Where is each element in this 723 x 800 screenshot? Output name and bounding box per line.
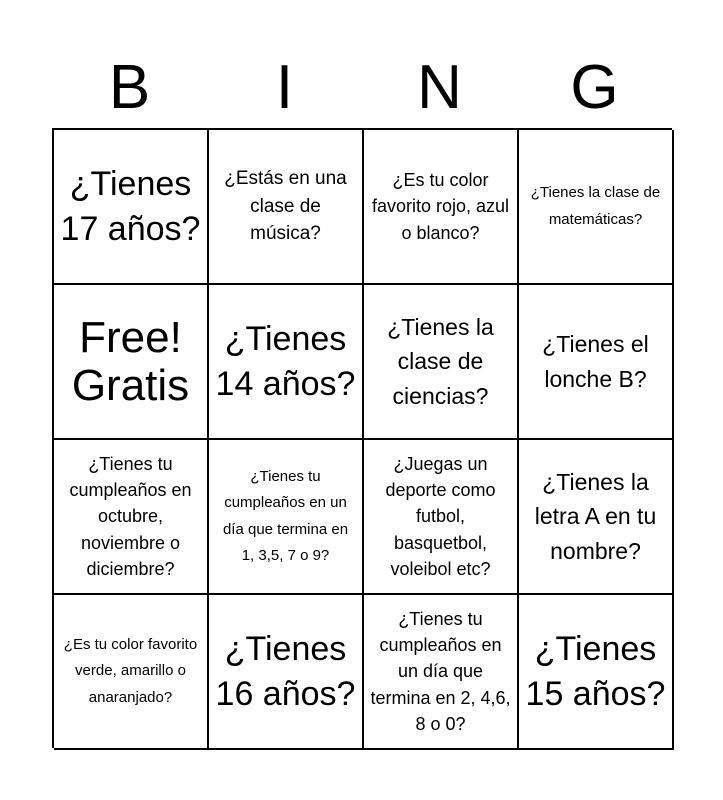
bingo-cell[interactable] bbox=[209, 130, 364, 285]
bingo-cell-text: ¿Tienes 14 años? bbox=[215, 320, 356, 403]
bingo-cell[interactable] bbox=[54, 440, 209, 595]
bingo-cell[interactable] bbox=[209, 285, 364, 440]
bingo-cell-text: ¿Es tu color favorito rojo, azul o blanco? bbox=[371, 170, 510, 243]
header-letter-n: N bbox=[417, 53, 462, 122]
bingo-grid bbox=[52, 128, 672, 748]
bingo-cell-text: ¿Tienes 17 años? bbox=[60, 165, 201, 248]
bingo-cell-text: ¿Tienes tu cumpleaños en octubre, noviembre o diciembre? bbox=[69, 454, 192, 579]
bingo-cell[interactable] bbox=[364, 595, 519, 750]
bingo-cell-text: ¿Estás en una clase de música? bbox=[224, 168, 347, 245]
bingo-cell-text: ¿Juegas un deporte como futbol, basquetbol, voleibol etc? bbox=[385, 454, 496, 579]
bingo-header bbox=[52, 52, 672, 124]
bingo-cell[interactable] bbox=[54, 595, 209, 750]
bingo-cell[interactable] bbox=[364, 440, 519, 595]
bingo-cell-text: ¿Tienes la clase de matemáticas? bbox=[530, 184, 661, 228]
header-letter-i: I bbox=[275, 53, 294, 122]
bingo-cell[interactable] bbox=[209, 595, 364, 750]
bingo-cell[interactable] bbox=[209, 440, 364, 595]
bingo-cell-text: ¿Tienes tu cumpleaños en un día que termina en 1, 3,5, 7 o 9? bbox=[222, 468, 349, 564]
bingo-cell[interactable] bbox=[519, 285, 674, 440]
bingo-cell-text: ¿Tienes 16 años? bbox=[215, 630, 356, 713]
free-space-text: Free! Gratis bbox=[71, 312, 190, 410]
bingo-cell[interactable] bbox=[364, 285, 519, 440]
free-space-cell[interactable] bbox=[54, 285, 209, 440]
bingo-cell[interactable] bbox=[364, 130, 519, 285]
bingo-cell[interactable] bbox=[519, 130, 674, 285]
bingo-cell-text: ¿Tienes el lonche B? bbox=[542, 331, 649, 392]
bingo-cell-text: ¿Tienes tu cumpleaños en un día que termina en 2, 4,6, 8 o 0? bbox=[370, 609, 511, 734]
bingo-cell[interactable] bbox=[54, 130, 209, 285]
bingo-cell-text: ¿Tienes la clase de ciencias? bbox=[387, 313, 494, 409]
bingo-cell[interactable] bbox=[519, 440, 674, 595]
bingo-cell-text: ¿Es tu color favorito verde, amarillo o anaranjado? bbox=[63, 636, 198, 706]
bingo-cell-text: ¿Tienes la letra A en tu nombre? bbox=[534, 468, 657, 564]
header-letter-g: G bbox=[570, 53, 619, 122]
header-letter-b: B bbox=[108, 53, 151, 122]
bingo-cell-text: ¿Tienes 15 años? bbox=[525, 630, 666, 713]
bingo-cell[interactable] bbox=[519, 595, 674, 750]
